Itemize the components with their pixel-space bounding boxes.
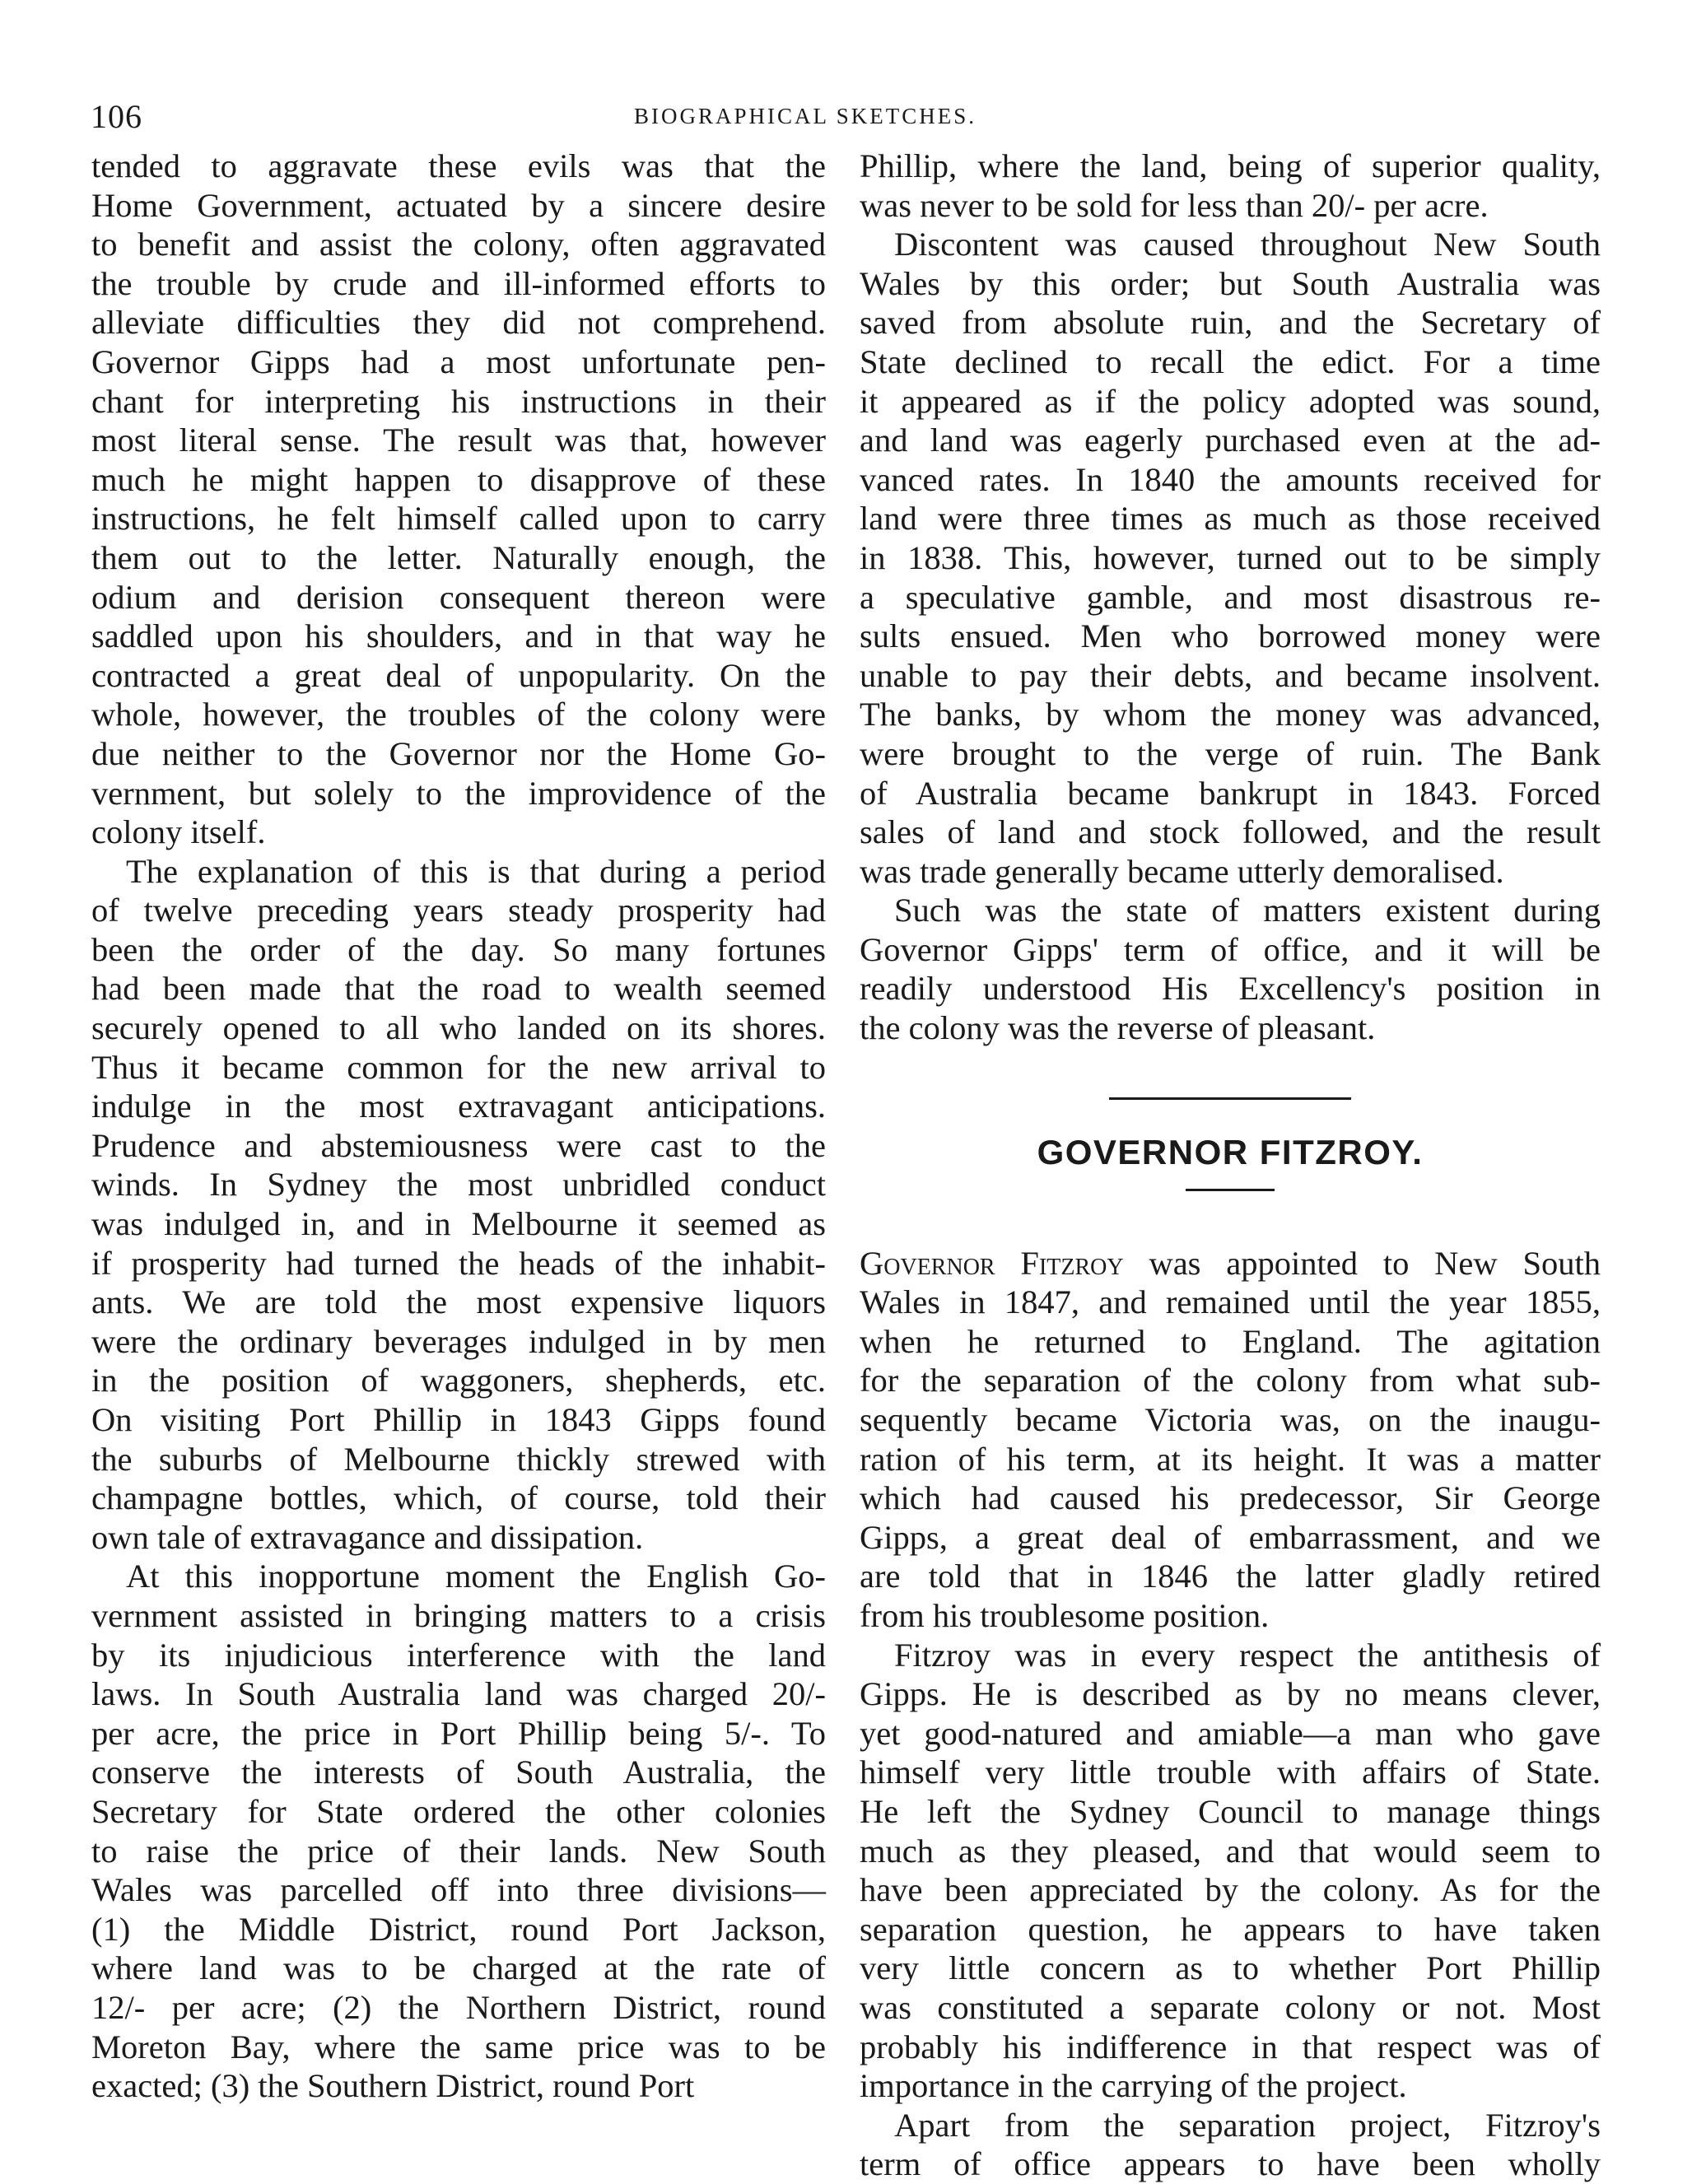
- text-line: saddled upon his shoulders, and in that way he: [91, 617, 826, 655]
- text-line: land were three times as much as those received: [860, 500, 1601, 538]
- text-line: of Australia became bankrupt in 1843. Forced: [860, 774, 1601, 812]
- text-line: it appeared as if the policy adopted was sound,: [860, 382, 1601, 420]
- section-heading: GOVERNOR FITZROY.: [1037, 1132, 1424, 1171]
- text-line: readily understood His Excellency's position in: [860, 970, 1601, 1008]
- paragraph: [860, 147, 1601, 225]
- text-line: Wales was parcelled off into three divisions—: [91, 1871, 826, 1909]
- text-line: contracted a great deal of unpopularity. On the: [91, 656, 826, 694]
- text-line: Home Government, actuated by a sincere desire: [91, 186, 826, 224]
- page-number: 106: [91, 98, 142, 135]
- text-line: ants. We are told the most expensive liquors: [91, 1283, 826, 1321]
- text-line: vernment, but solely to the improvidence of the: [91, 774, 826, 812]
- text-line: On visiting Port Phillip in 1843 Gipps found: [91, 1401, 826, 1438]
- text-line: were brought to the verge of ruin. The Bank: [860, 734, 1601, 772]
- text-line: instructions, he felt himself called upon to carry: [91, 500, 826, 538]
- text-line: State declined to recall the edict. For a time: [860, 342, 1601, 380]
- text-line: unable to pay their debts, and became insolvent.: [860, 656, 1601, 694]
- left-column: [91, 147, 826, 2106]
- text-line: whole, however, the troubles of the colony were: [91, 696, 826, 733]
- text-line: chant for interpreting his instructions in their: [91, 382, 826, 420]
- text-line: vanced rates. In 1840 the amounts received for: [860, 460, 1601, 498]
- text-line: was constituted a separate colony or not. Most: [860, 1988, 1601, 2026]
- text-line: had been made that the road to wealth seemed: [91, 970, 826, 1008]
- text-line: sults ensued. Men who borrowed money were: [860, 617, 1601, 655]
- text-line: alleviate difficulties they did not comprehend.: [91, 304, 826, 342]
- text-line: to benefit and assist the colony, often aggravated: [91, 226, 826, 263]
- text-line: been the order of the day. So many fortunes: [91, 930, 826, 968]
- text-line: conserve the interests of South Australia, the: [91, 1753, 826, 1791]
- text-line: tended to aggravate these evils was that the: [91, 147, 826, 184]
- paragraph: [91, 1557, 826, 2105]
- text-line: sequently became Victoria was, on the inaugu-: [860, 1401, 1601, 1439]
- text-line: Apart from the separation project, Fitzroy's: [894, 2106, 1601, 2144]
- text-line: and land was eagerly purchased even at the ad-: [860, 421, 1601, 459]
- text-line: in the position of waggoners, shepherds, etc.: [91, 1362, 826, 1399]
- text-line: The banks, by whom the money was advanced,: [860, 696, 1601, 733]
- text-line: winds. In Sydney the most unbridled conduct: [91, 1166, 826, 1204]
- text-line: the suburbs of Melbourne thickly strewed with: [91, 1440, 826, 1478]
- text-line: He left the Sydney Council to manage things: [860, 1792, 1601, 1830]
- paragraph: [91, 852, 826, 1558]
- text-line: himself very little trouble with affairs of State.: [860, 1753, 1601, 1791]
- text-line: odium and derision consequent thereon were: [91, 578, 826, 616]
- paragraph: [860, 1244, 1601, 1636]
- text-line: when he returned to England. The agitation: [860, 1322, 1601, 1360]
- text-line: term of office appears to have been wholly: [860, 2145, 1601, 2183]
- paragraph: [860, 1636, 1601, 2106]
- text-line: Wales in 1847, and remained until the year 1855,: [860, 1283, 1601, 1321]
- text-line: Gipps. He is described as by no means clever,: [860, 1675, 1601, 1713]
- text-line: much as they pleased, and that would seem to: [860, 1832, 1601, 1870]
- text-line: probably his indifference in that respect was of: [860, 2028, 1601, 2065]
- paragraph: [860, 891, 1601, 1047]
- running-title: BIOGRAPHICAL SKETCHES.: [634, 104, 977, 128]
- heading-underline-rule: [1186, 1189, 1275, 1191]
- section-divider-rule: [1109, 1097, 1351, 1100]
- text-line: a speculative gamble, and most disastrous re-: [860, 578, 1601, 616]
- text-line: from his troublesome position.: [860, 1597, 1270, 1634]
- text-line: securely opened to all who landed on its shores.: [91, 1009, 826, 1047]
- text-line: was trade generally became utterly demoralised.: [860, 852, 1504, 890]
- text-line: vernment assisted in bringing matters to a crisis: [91, 1596, 826, 1634]
- paragraph: [91, 147, 826, 852]
- text-line: were the ordinary beverages indulged in by men: [91, 1322, 826, 1360]
- text-line: sales of land and stock followed, and the result: [860, 813, 1601, 851]
- text-line: due neither to the Governor nor the Home Go-: [91, 734, 826, 772]
- paragraph: [860, 225, 1601, 891]
- text-line: (1) the Middle District, round Port Jackson,: [91, 1910, 826, 1948]
- text-line: Prudence and abstemiousness were cast to the: [91, 1126, 826, 1164]
- text-line: own tale of extravagance and dissipation.: [91, 1518, 644, 1556]
- text-line: Wales by this order; but South Australia was: [860, 264, 1601, 302]
- text-line: which had caused his predecessor, Sir George: [860, 1479, 1601, 1517]
- text-line: if prosperity had turned the heads of the inhabit-: [91, 1244, 826, 1282]
- section-heading-block: [860, 1097, 1601, 1244]
- text-line: At this inopportune moment the English Go-: [126, 1558, 826, 1595]
- text-line: indulge in the most extravagant anticipations.: [91, 1087, 826, 1125]
- text-line: the colony was the reverse of pleasant.: [860, 1009, 1376, 1047]
- text-line: Secretary for State ordered the other colonies: [91, 1792, 826, 1830]
- text-line: Discontent was caused throughout New South: [894, 226, 1601, 263]
- text-line: Thus it became common for the new arrival to: [91, 1048, 826, 1086]
- text-line: yet good-natured and amiable—a man who gave: [860, 1714, 1601, 1752]
- text-line: very little concern as to whether Port Phillip: [860, 1949, 1601, 1987]
- text-line: laws. In South Australia land was charged 20/-: [91, 1675, 826, 1713]
- text-line: champagne bottles, which, of course, told their: [91, 1479, 826, 1517]
- right-column: [860, 147, 1601, 2184]
- text-line: Governor Gipps' term of office, and it will be: [860, 930, 1601, 968]
- text-line: to raise the price of their lands. New South: [91, 1832, 826, 1870]
- text-line: exacted; (3) the Southern District, round Port: [91, 2067, 695, 2105]
- text-line: Governor Gipps had a most unfortunate pen-: [91, 342, 826, 380]
- text-line: The explanation of this is that during a period: [126, 852, 826, 890]
- text-line: 12/- per acre; (2) the Northern District, round: [91, 1988, 826, 2026]
- text-line: the trouble by crude and ill-informed efforts to: [91, 264, 826, 302]
- text-line: was indulged in, and in Melbourne it seemed as: [91, 1205, 826, 1243]
- text-line: most literal sense. The result was that, however: [91, 421, 826, 459]
- text-line: Such was the state of matters existent during: [894, 892, 1601, 929]
- text-line: per acre, the price in Port Phillip being 5/-. To: [91, 1714, 826, 1752]
- text-line: much he might happen to disapprove of these: [91, 460, 826, 498]
- text-line: are told that in 1846 the latter gladly retired: [860, 1558, 1601, 1595]
- text-line: separation question, he appears to have taken: [860, 1910, 1601, 1948]
- text-line: Fitzroy was in every respect the antithesis of: [894, 1636, 1601, 1674]
- text-line: was never to be sold for less than 20/- per acre.: [860, 186, 1489, 224]
- text-line: saved from absolute ruin, and the Secretary of: [860, 304, 1601, 342]
- text-line: Phillip, where the land, being of superior quality,: [860, 147, 1601, 184]
- text-line: them out to the letter. Naturally enough, the: [91, 538, 826, 576]
- text-line: by its injudicious interference with the land: [91, 1636, 826, 1674]
- text-line: Gipps, a great deal of embarrassment, and we: [860, 1518, 1601, 1556]
- paragraph: [860, 2106, 1601, 2184]
- running-head: [0, 97, 1692, 138]
- text-line: colony itself.: [91, 813, 266, 851]
- text-line: ration of his term, at its height. It was a matter: [860, 1440, 1601, 1478]
- text-line: importance in the carrying of the project.: [860, 2067, 1407, 2105]
- text-line: of twelve preceding years steady prosperity had: [91, 892, 826, 929]
- text-line: where land was to be charged at the rate of: [91, 1949, 826, 1987]
- text-line: in 1838. This, however, turned out to be simply: [860, 538, 1601, 576]
- text-line: Governor Fitzroy was appointed to New South: [860, 1244, 1601, 1282]
- text-line: Moreton Bay, where the same price was to be: [91, 2028, 826, 2065]
- lead-in-smallcaps: Governor Fitzroy: [860, 1244, 1124, 1282]
- text-line: have been appreciated by the colony. As for the: [860, 1871, 1601, 1909]
- text-line: for the separation of the colony from what sub-: [860, 1362, 1601, 1399]
